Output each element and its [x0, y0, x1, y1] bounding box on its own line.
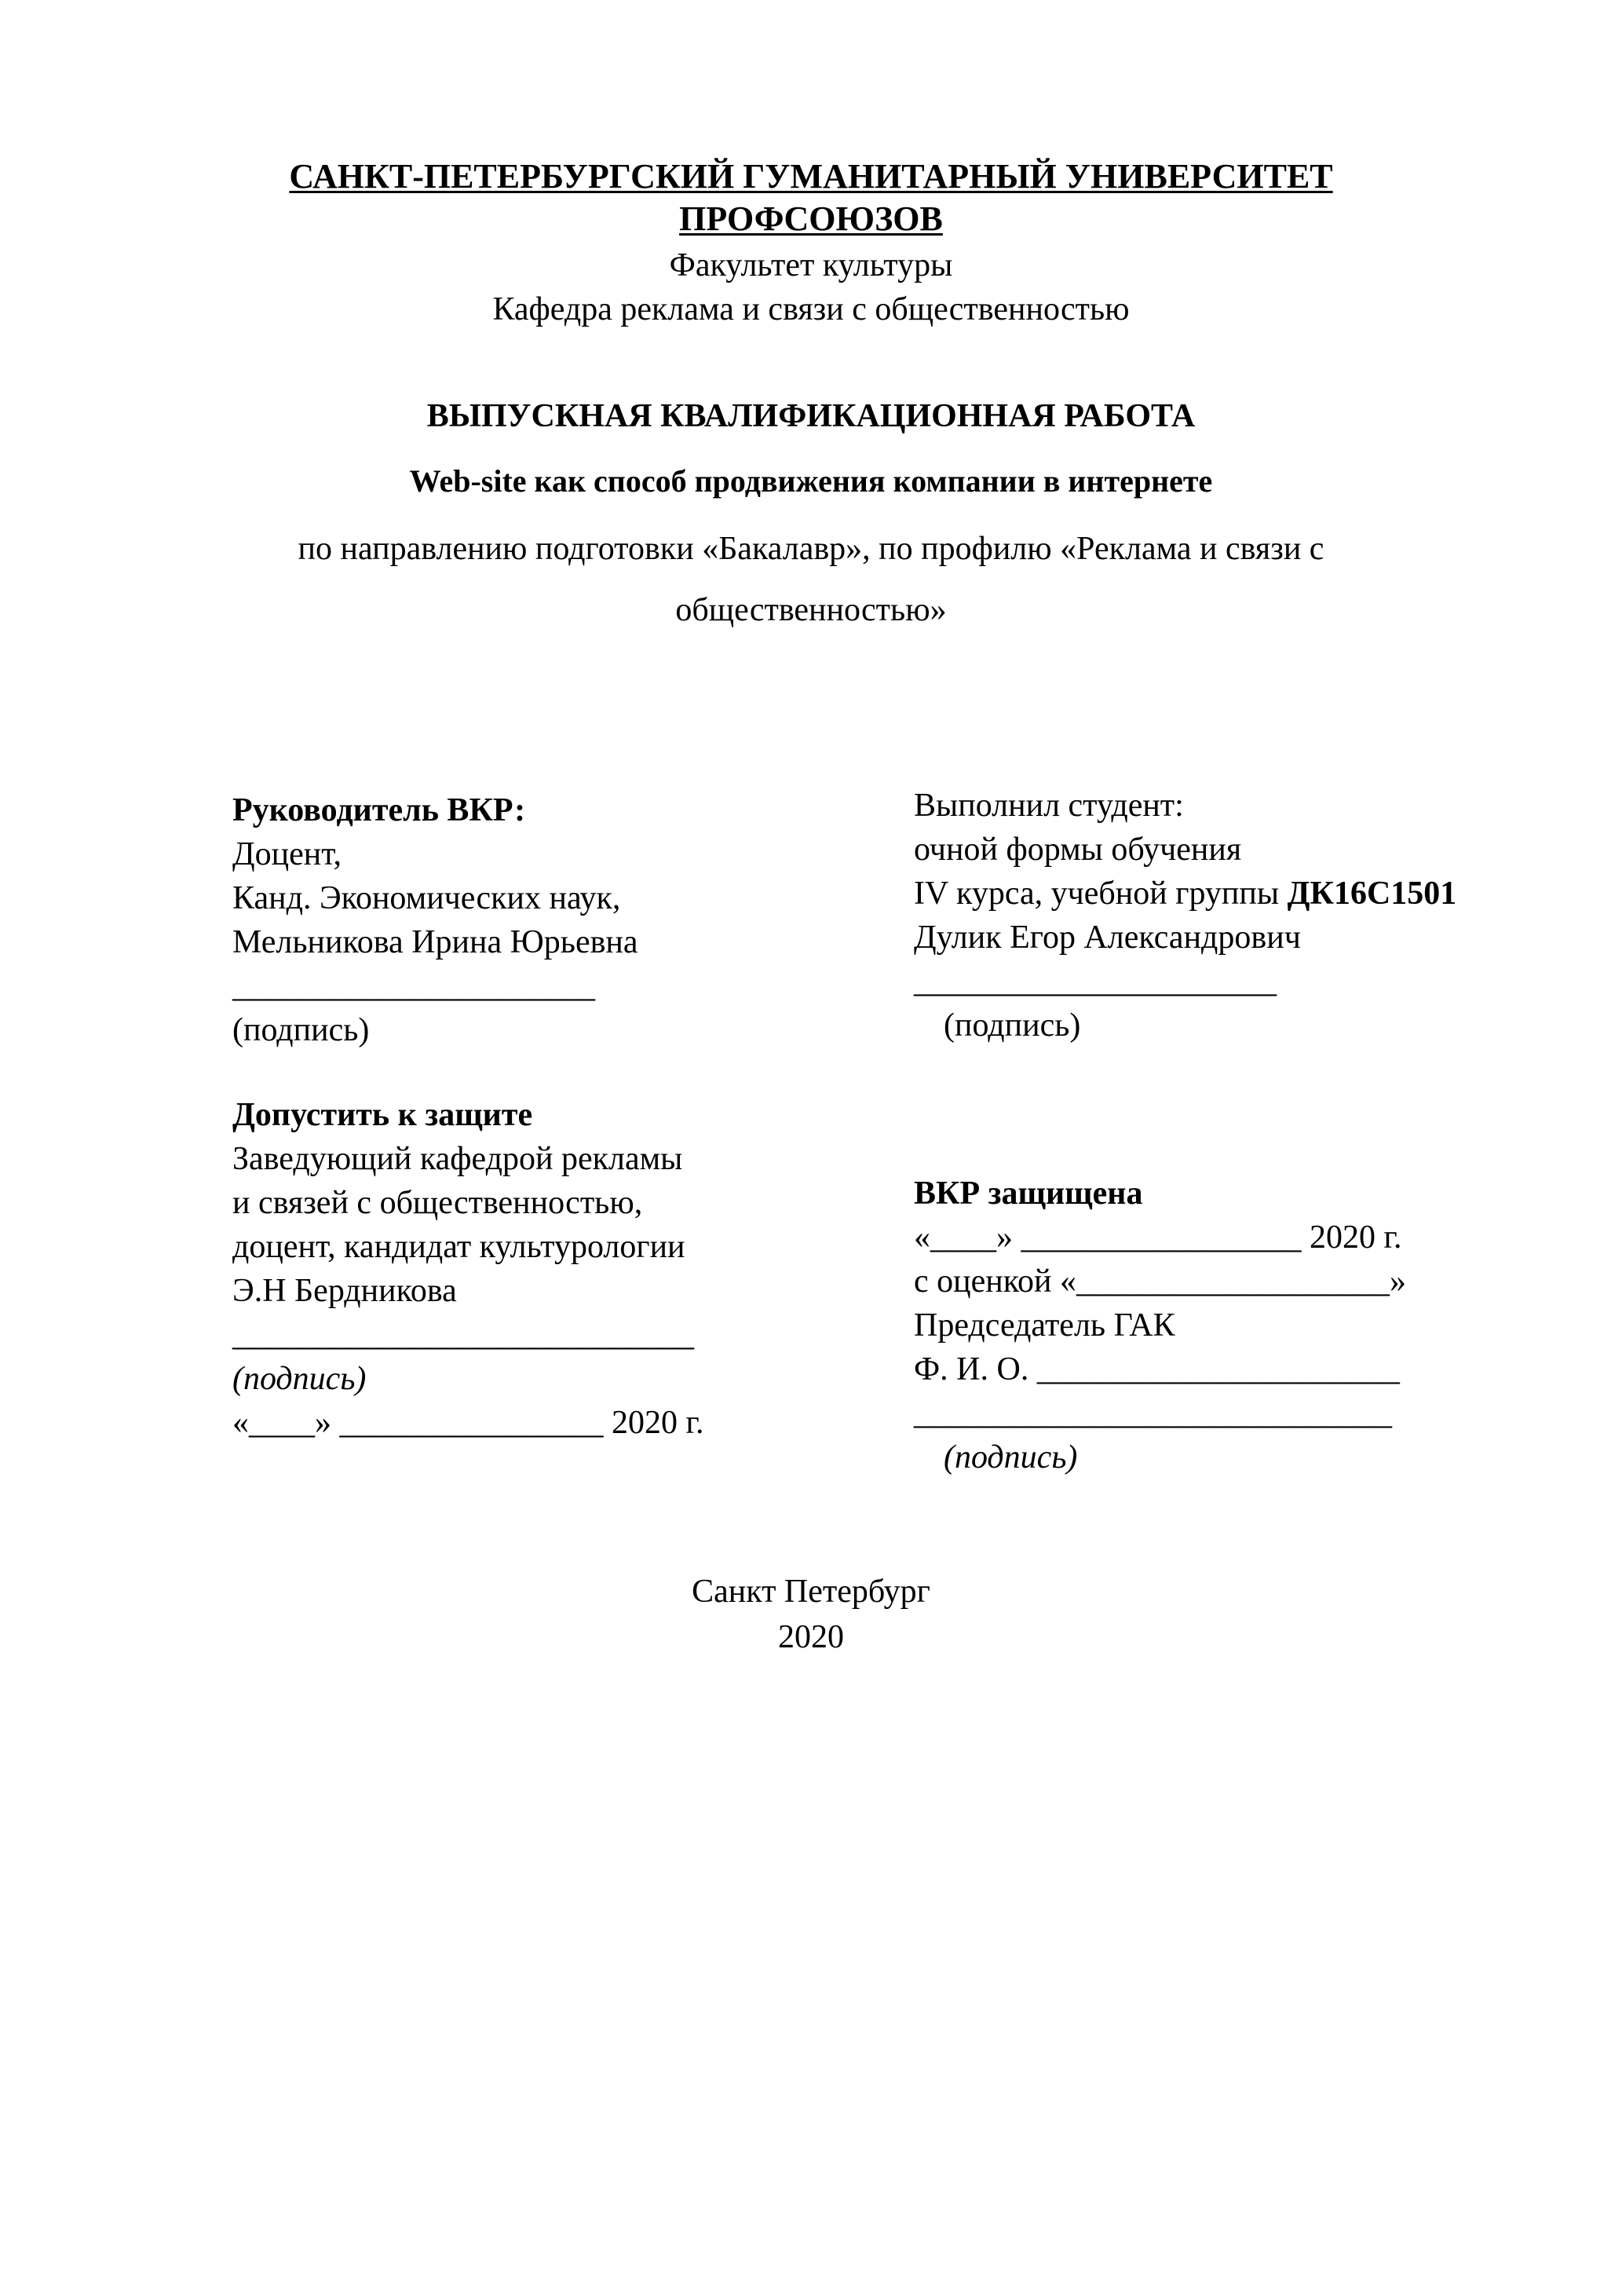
direction-line1: по направлению подготовки «Бакалавр», по профилю «Реклама и связи с: [298, 531, 1324, 567]
defense-grade-line: с оценкой «___________________»: [914, 1263, 1406, 1300]
student-study-form: очной формы обучения: [914, 832, 1242, 868]
direction-line2: общественностью»: [675, 592, 947, 628]
supervisor-signature-caption: (подпись): [232, 1012, 370, 1048]
supervisor-signature-line: ______________________: [232, 968, 595, 1004]
student-course: [914, 872, 1542, 916]
work-type-title: ВЫПУСКНАЯ КВАЛИФИКАЦИОННАЯ РАБОТА: [426, 398, 1196, 434]
student-group: ДК16С1501: [1287, 876, 1457, 912]
student-heading: Выполнил студент:: [914, 788, 1184, 824]
work-topic: Web-site как способ продвижения компании в интернете: [409, 463, 1213, 499]
admission-line2: и связей с общественностью,: [232, 1185, 643, 1221]
university-header: [0, 155, 1622, 240]
department-name: Кафедра реклама и связи с общественностью: [492, 291, 1130, 327]
defense-block: [914, 1172, 1542, 1479]
student-course-prefix: IV курса, учебной группы: [914, 876, 1288, 912]
supervisor-heading: Руководитель ВКР:: [232, 792, 526, 828]
spacer: [914, 1047, 1542, 1172]
admission-date-line: «____» ________________ 2020 г.: [232, 1405, 704, 1441]
spacer: [232, 1052, 829, 1093]
supervisor-name: Мельникова Ирина Юрьевна: [232, 924, 638, 960]
defense-signature-line: _____________________________: [914, 1395, 1392, 1431]
defense-heading: ВКР защищена: [914, 1175, 1143, 1212]
footer: [0, 1569, 1622, 1660]
admission-line1: Заведующий кафедрой рекламы: [232, 1141, 683, 1177]
faculty-block: [0, 243, 1622, 331]
admission-signature-line: ____________________________: [232, 1317, 694, 1353]
admission-heading: Допустить к защите: [232, 1097, 533, 1133]
supervisor-position: Доцент,: [232, 836, 342, 872]
student-name: Дулик Егор Александрович: [914, 919, 1301, 956]
student-signature-caption: (подпись): [944, 1007, 1081, 1044]
defense-fio-line: Ф. И. О. ______________________: [914, 1351, 1400, 1387]
student-signature-line: ______________________: [914, 963, 1277, 1000]
admission-line3: доцент, кандидат культурологии: [232, 1229, 685, 1265]
left-column: [232, 788, 829, 1445]
supervisor-degree: Канд. Экономических наук,: [232, 880, 621, 916]
admission-block: [232, 1093, 829, 1445]
admission-name: Э.Н Бердникова: [232, 1273, 457, 1309]
footer-year: 2020: [778, 1619, 844, 1655]
student-block: [914, 784, 1542, 1047]
defense-date-line: «____» _________________ 2020 г.: [914, 1219, 1402, 1256]
university-name-line1: САНКТ-ПЕТЕРБУРГСКИЙ ГУМАНИТАРНЫЙ УНИВЕРСИТЕТ: [289, 157, 1333, 196]
faculty-name: Факультет культуры: [669, 247, 953, 283]
defense-signature-caption: (подпись): [944, 1439, 1078, 1475]
work-direction: [0, 518, 1622, 641]
footer-city: Санкт Петербург: [692, 1574, 930, 1610]
supervisor-block: [232, 788, 829, 1052]
right-column: [914, 784, 1542, 1479]
admission-signature-caption: (подпись): [232, 1361, 367, 1397]
defense-chair: Председатель ГАК: [914, 1307, 1175, 1344]
university-name-line2: ПРОФСОЮЗОВ: [679, 199, 943, 238]
